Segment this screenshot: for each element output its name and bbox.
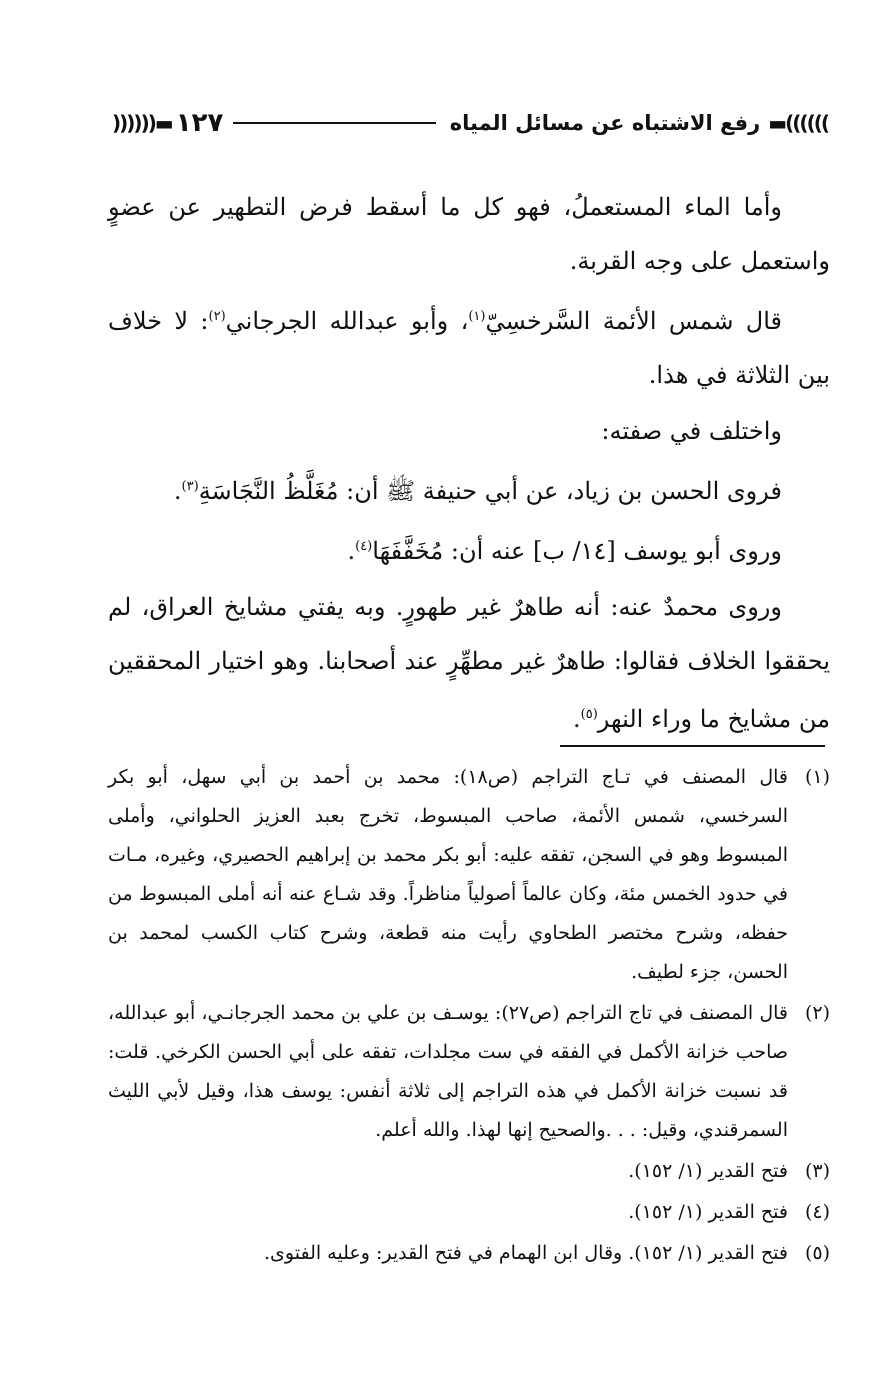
paragraph-hasan-end: .: [173, 477, 182, 505]
footnote-2: [108, 994, 830, 1150]
page-number: ١٢٧: [175, 108, 224, 138]
footnote-number: (٤): [804, 1201, 830, 1223]
paragraph-muhammad: [108, 580, 830, 746]
footnote-text: فتح القدير (١/ ١٥٢).: [628, 1160, 788, 1182]
paragraph-sarakhsi-before: قال شمس الأئمة السَّرخسِيّ: [485, 307, 782, 335]
footnote-4: [108, 1193, 830, 1232]
footnote-number: (١): [804, 766, 830, 788]
footnote-ref-4: (٤): [355, 539, 373, 554]
paragraph-hasan: [108, 460, 830, 518]
footnote-number: (٢): [804, 1002, 830, 1024]
footnote-1: [108, 758, 830, 992]
paragraph-sarakhsi: [108, 290, 830, 402]
footnote-3: [108, 1152, 830, 1191]
paragraph-abu-yusuf-text: وروى أبو يوسف [١٤/ ب] عنه أن: مُخَفَّفَهَا: [372, 537, 782, 565]
footnote-text: فتح القدير (١/ ١٥٢).: [628, 1201, 788, 1223]
header-ornament-right: ▬((((((: [768, 111, 828, 135]
paragraph-abu-yusuf: [108, 520, 830, 578]
footnote-number: (٣): [804, 1160, 830, 1182]
paragraph-disagreement: واختلف في صفته:: [601, 417, 782, 445]
paragraph-muhammad-end: .: [573, 705, 581, 733]
footnote-number: (٥): [804, 1242, 830, 1264]
running-header: [112, 98, 828, 148]
main-text: [108, 180, 830, 748]
footnote-separator: [560, 745, 825, 747]
paragraph-sarakhsi-after: : لا خلاف بين الثلاثة في هذا.: [108, 307, 830, 389]
paragraph-hasan-text: فروى الحسن بن زياد، عن أبي حنيفة ﷺ أن: مُغَلَّظُ النَّجَاسَةِ: [198, 477, 782, 505]
footnote-ref-3: (٣): [181, 479, 199, 494]
footnote-text: قال المصنف في تـاج التراجم (ص١٨): محمد بن أحمد بن أبي سهل، أبو بكر السرخسي، شمس الأئمة، صاحب المبسوط، تخرج بعبد العزيز الحلواني، وأملى المبسوط وهو في السجن، تفقه عليه: أبو بكر محمد بن إبراهيم الحصيري، وغيره، مـات في حدود الخمس مئة، وكان عالماً أصولياً مناظراً. وقد شـاع عنه أنه أملى المبسوط من حفظه، وشرح مختصر الطحاوي رأيت منه قطعة، وشرح كتاب الكسب لمحمد بن الحسن، جزء لطيف.: [108, 766, 789, 983]
header-title: رفع الاشتباه عن مسائل المياه: [449, 111, 761, 135]
footnote-text: قال المصنف في تاج التراجم (ص٢٧): يوسـف بن علي بن محمد الجرجانـي، أبو عبدالله، صاحب خزانة الأكمل في الفقه في ست مجلدات، تفقه على أبي الحسن الكرخي. قلت: قد نسبت خزانة الأكمل في هذه التراجم إلى ثلاثة أنفس: يوسف هذا، وقيل لأبي الليث السمرقندي، وقيل: . . .والصحيح إنها لهذا. والله أعلم.: [108, 1002, 788, 1141]
footnote-5: [108, 1234, 830, 1273]
paragraph-sarakhsi-middle: ، وأبو عبدالله الجرجاني: [225, 307, 469, 335]
footnote-ref-5: (٥): [580, 707, 598, 722]
footnotes: [108, 758, 830, 1275]
footnote-text: فتح القدير (١/ ١٥٢). وقال ابن الهمام في فتح القدير: وعليه الفتوى.: [264, 1242, 788, 1264]
paragraph-used-water: وأما الماء المستعملُ، فهو كل ما أسقط فرض التطهير عن عضوٍ واستعمل على وجه القربة.: [108, 193, 830, 275]
paragraph-muhammad-text: وروى محمدٌ عنه: أنه طاهرٌ غير طهورٍ. وبه يفتي مشايخ العراق، لم يحققوا الخلاف فقالوا: طاهرٌ غير مطهِّرٍ عند أصحابنا. وهو اختيار المحققين من مشايخ ما وراء النهر: [108, 593, 830, 733]
header-ornament-left: ))))))▬: [112, 111, 172, 135]
footnote-ref-1: (١): [468, 309, 486, 324]
paragraph-abu-yusuf-end: .: [347, 537, 356, 565]
footnote-ref-2: (٢): [208, 309, 226, 324]
header-rule: [233, 122, 435, 124]
